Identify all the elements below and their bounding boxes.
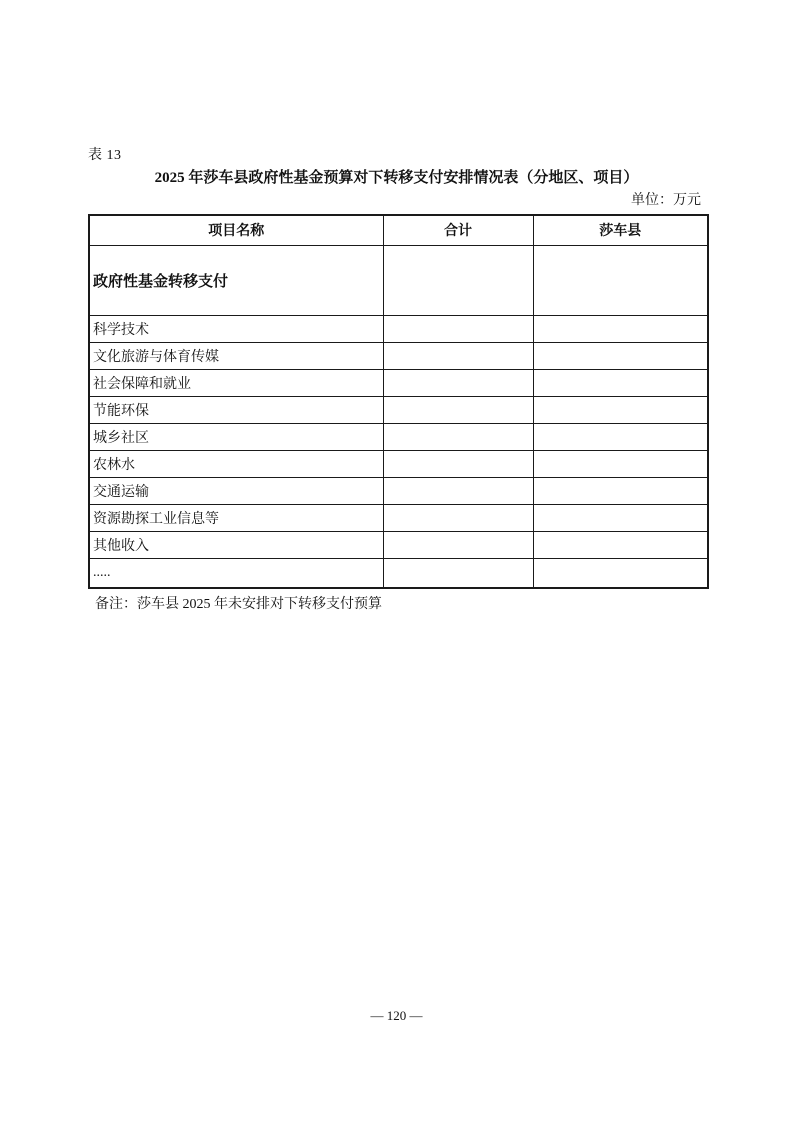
row-label: 资源勘探工业信息等 bbox=[89, 504, 383, 531]
table-row-section bbox=[89, 245, 708, 315]
table-row bbox=[89, 369, 708, 396]
row-label: 交通运输 bbox=[89, 477, 383, 504]
unit-label: 单位：万元 bbox=[631, 193, 701, 208]
cell-shache bbox=[533, 369, 708, 396]
cell-total bbox=[383, 531, 533, 558]
cell-shache bbox=[533, 423, 708, 450]
row-label: 城乡社区 bbox=[89, 423, 383, 450]
row-label: ..... bbox=[89, 558, 383, 588]
table-row bbox=[89, 315, 708, 342]
table-row bbox=[89, 396, 708, 423]
row-label: 节能环保 bbox=[89, 396, 383, 423]
cell-total bbox=[383, 558, 533, 588]
cell-total bbox=[383, 504, 533, 531]
cell-total bbox=[383, 342, 533, 369]
cell-total bbox=[383, 315, 533, 342]
cell-shache bbox=[533, 342, 708, 369]
cell-total bbox=[383, 369, 533, 396]
cell-total bbox=[383, 450, 533, 477]
column-header-project-name: 项目名称 bbox=[89, 215, 383, 245]
budget-table bbox=[88, 214, 709, 589]
cell-shache bbox=[533, 504, 708, 531]
cell-total bbox=[383, 477, 533, 504]
table-number-label: 表 13 bbox=[88, 148, 122, 163]
row-label: 农林水 bbox=[89, 450, 383, 477]
row-label: 科学技术 bbox=[89, 315, 383, 342]
table-row bbox=[89, 504, 708, 531]
row-label: 其他收入 bbox=[89, 531, 383, 558]
column-header-total: 合计 bbox=[383, 215, 533, 245]
table-row-ellipsis bbox=[89, 558, 708, 588]
page-number: — 120 — bbox=[370, 1008, 423, 1023]
cell-total bbox=[383, 245, 533, 315]
table-header-row bbox=[89, 215, 708, 245]
table-row bbox=[89, 342, 708, 369]
cell-shache bbox=[533, 558, 708, 588]
table-row bbox=[89, 531, 708, 558]
cell-shache bbox=[533, 396, 708, 423]
cell-shache bbox=[533, 477, 708, 504]
row-label: 社会保障和就业 bbox=[89, 369, 383, 396]
cell-shache bbox=[533, 245, 708, 315]
cell-shache bbox=[533, 315, 708, 342]
cell-shache bbox=[533, 531, 708, 558]
cell-total bbox=[383, 423, 533, 450]
remark-note: 备注：莎车县 2025 年未安排对下转移支付预算 bbox=[95, 597, 382, 612]
page-title: 2025 年莎车县政府性基金预算对下转移支付安排情况表（分地区、项目） bbox=[154, 170, 639, 186]
row-label: 文化旅游与体育传媒 bbox=[89, 342, 383, 369]
row-label: 政府性基金转移支付 bbox=[89, 245, 383, 315]
table-row bbox=[89, 450, 708, 477]
cell-total bbox=[383, 396, 533, 423]
table-row bbox=[89, 477, 708, 504]
cell-shache bbox=[533, 450, 708, 477]
table-row bbox=[89, 423, 708, 450]
column-header-shache-county: 莎车县 bbox=[533, 215, 708, 245]
